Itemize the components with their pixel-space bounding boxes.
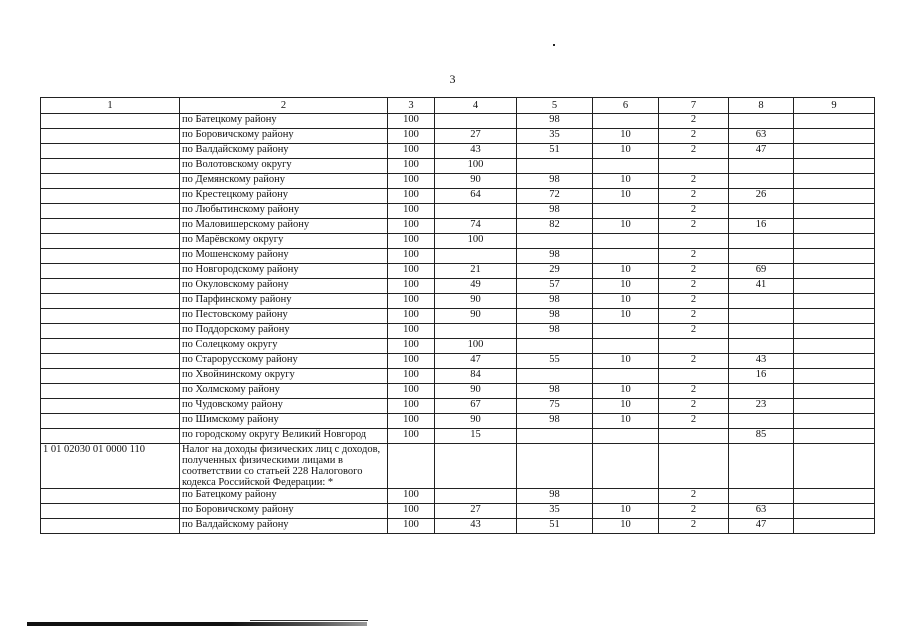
value-cell-4: 100: [435, 159, 517, 174]
value-cell-6: [593, 324, 659, 339]
value-cell-6: 10: [593, 399, 659, 414]
value-cell-7: 2: [659, 309, 729, 324]
table-row: [41, 159, 875, 174]
value-cell-7: 2: [659, 174, 729, 189]
value-cell-8: [729, 324, 794, 339]
budget-code-cell: [41, 384, 180, 399]
item-name-cell: Налог на доходы физических лиц с доходов, полученных физическими лицами в соответствии со статьей 228 Налогового кодекса Российской Федерации: *: [180, 444, 388, 489]
header-col-6: 6: [593, 98, 659, 114]
value-cell-4: 27: [435, 504, 517, 519]
value-cell-6: 10: [593, 294, 659, 309]
value-cell-8: 23: [729, 399, 794, 414]
value-cell-7: [659, 339, 729, 354]
value-cell-7: 2: [659, 489, 729, 504]
value-cell-5: [517, 369, 593, 384]
value-cell-9: [794, 354, 875, 369]
value-cell-4: 90: [435, 294, 517, 309]
value-cell-3: 100: [388, 309, 435, 324]
value-cell-6: 10: [593, 189, 659, 204]
value-cell-5: 98: [517, 324, 593, 339]
value-cell-7: 2: [659, 294, 729, 309]
value-cell-6: 10: [593, 519, 659, 534]
value-cell-9: [794, 444, 875, 489]
value-cell-7: 2: [659, 264, 729, 279]
value-cell-3: 100: [388, 234, 435, 249]
item-name-cell: по Поддорскому району: [180, 324, 388, 339]
value-cell-5: 98: [517, 309, 593, 324]
budget-code-cell: [41, 129, 180, 144]
table-row: [41, 234, 875, 249]
value-cell-9: [794, 489, 875, 504]
value-cell-4: [435, 324, 517, 339]
value-cell-9: [794, 219, 875, 234]
item-name-cell: по Боровичскому району: [180, 129, 388, 144]
item-name-cell: по Холмскому району: [180, 384, 388, 399]
value-cell-3: 100: [388, 519, 435, 534]
value-cell-6: 10: [593, 219, 659, 234]
value-cell-8: [729, 294, 794, 309]
table-row: [41, 444, 875, 489]
value-cell-7: 2: [659, 204, 729, 219]
value-cell-6: 10: [593, 414, 659, 429]
value-cell-5: [517, 339, 593, 354]
value-cell-9: [794, 279, 875, 294]
table-row: [41, 519, 875, 534]
value-cell-6: [593, 339, 659, 354]
value-cell-6: [593, 114, 659, 129]
table-row: [41, 279, 875, 294]
budget-code-cell: [41, 324, 180, 339]
value-cell-4: 90: [435, 384, 517, 399]
table-row: [41, 174, 875, 189]
value-cell-9: [794, 144, 875, 159]
item-name-cell: по Старорусскому району: [180, 354, 388, 369]
value-cell-4: [435, 249, 517, 264]
budget-code-cell: [41, 249, 180, 264]
value-cell-7: 2: [659, 144, 729, 159]
value-cell-3: 100: [388, 414, 435, 429]
value-cell-7: [659, 234, 729, 249]
table-row: [41, 114, 875, 129]
value-cell-3: 100: [388, 429, 435, 444]
table-row: [41, 489, 875, 504]
value-cell-6: [593, 429, 659, 444]
budget-code-cell: [41, 339, 180, 354]
value-cell-8: 69: [729, 264, 794, 279]
table-row: [41, 219, 875, 234]
value-cell-9: [794, 204, 875, 219]
value-cell-5: 98: [517, 174, 593, 189]
value-cell-8: 47: [729, 519, 794, 534]
value-cell-3: 100: [388, 144, 435, 159]
budget-code-cell: [41, 264, 180, 279]
value-cell-3: [388, 444, 435, 489]
item-name-cell: по Марёвскому округу: [180, 234, 388, 249]
value-cell-6: [593, 369, 659, 384]
item-name-cell: по городскому округу Великий Новгород: [180, 429, 388, 444]
item-name-cell: по Окуловскому району: [180, 279, 388, 294]
value-cell-7: 2: [659, 384, 729, 399]
value-cell-4: 49: [435, 279, 517, 294]
value-cell-9: [794, 414, 875, 429]
value-cell-8: 63: [729, 129, 794, 144]
value-cell-6: 10: [593, 384, 659, 399]
value-cell-8: 43: [729, 354, 794, 369]
budget-code-cell: [41, 204, 180, 219]
page-number: 3: [449, 72, 456, 86]
value-cell-7: 2: [659, 279, 729, 294]
budget-code-cell: [41, 114, 180, 129]
budget-code-cell: [41, 189, 180, 204]
budget-code-cell: [41, 429, 180, 444]
table-row: [41, 369, 875, 384]
value-cell-7: 2: [659, 354, 729, 369]
value-cell-5: 98: [517, 294, 593, 309]
value-cell-4: 47: [435, 354, 517, 369]
value-cell-7: 2: [659, 324, 729, 339]
value-cell-4: 90: [435, 174, 517, 189]
value-cell-3: 100: [388, 114, 435, 129]
item-name-cell: по Хвойнинскому округу: [180, 369, 388, 384]
value-cell-6: 10: [593, 504, 659, 519]
value-cell-4: 90: [435, 309, 517, 324]
budget-code-cell: [41, 519, 180, 534]
item-name-cell: по Валдайскому району: [180, 519, 388, 534]
budget-code-cell: 1 01 02030 01 0000 110: [41, 444, 180, 489]
value-cell-8: 85: [729, 429, 794, 444]
value-cell-7: 2: [659, 399, 729, 414]
value-cell-3: 100: [388, 369, 435, 384]
value-cell-8: [729, 384, 794, 399]
table-row: [41, 324, 875, 339]
value-cell-8: [729, 339, 794, 354]
table-row: [41, 399, 875, 414]
value-cell-7: 2: [659, 519, 729, 534]
value-cell-5: 51: [517, 519, 593, 534]
table-row: [41, 384, 875, 399]
item-name-cell: по Шимскому району: [180, 414, 388, 429]
value-cell-6: [593, 489, 659, 504]
value-cell-9: [794, 189, 875, 204]
value-cell-6: [593, 234, 659, 249]
value-cell-4: 90: [435, 414, 517, 429]
value-cell-4: 100: [435, 234, 517, 249]
value-cell-4: [435, 489, 517, 504]
budget-code-cell: [41, 399, 180, 414]
value-cell-3: 100: [388, 159, 435, 174]
value-cell-7: 2: [659, 129, 729, 144]
value-cell-9: [794, 159, 875, 174]
value-cell-5: 98: [517, 249, 593, 264]
value-cell-4: [435, 204, 517, 219]
value-cell-5: 75: [517, 399, 593, 414]
budget-code-cell: [41, 414, 180, 429]
value-cell-9: [794, 309, 875, 324]
value-cell-6: [593, 204, 659, 219]
table-row: [41, 249, 875, 264]
footnote-separator: [27, 622, 367, 626]
value-cell-8: [729, 174, 794, 189]
value-cell-9: [794, 114, 875, 129]
header-col-5: 5: [517, 98, 593, 114]
scan-dot: [553, 44, 555, 46]
value-cell-3: 100: [388, 489, 435, 504]
header-col-3: 3: [388, 98, 435, 114]
budget-code-cell: [41, 294, 180, 309]
item-name-cell: по Солецкому округу: [180, 339, 388, 354]
table-row: [41, 339, 875, 354]
value-cell-9: [794, 429, 875, 444]
value-cell-7: 2: [659, 249, 729, 264]
value-cell-7: 2: [659, 219, 729, 234]
value-cell-4: [435, 444, 517, 489]
value-cell-4: 21: [435, 264, 517, 279]
value-cell-5: 98: [517, 489, 593, 504]
table-row: [41, 204, 875, 219]
table-row: [41, 309, 875, 324]
value-cell-4: [435, 114, 517, 129]
value-cell-9: [794, 369, 875, 384]
value-cell-6: [593, 249, 659, 264]
budget-code-cell: [41, 144, 180, 159]
budget-code-cell: [41, 354, 180, 369]
value-cell-5: 35: [517, 129, 593, 144]
value-cell-7: 2: [659, 189, 729, 204]
value-cell-8: 41: [729, 279, 794, 294]
value-cell-6: 10: [593, 144, 659, 159]
header-col-7: 7: [659, 98, 729, 114]
value-cell-3: 100: [388, 264, 435, 279]
item-name-cell: по Батецкому району: [180, 114, 388, 129]
value-cell-3: 100: [388, 339, 435, 354]
header-col-9: 9: [794, 98, 875, 114]
header-col-4: 4: [435, 98, 517, 114]
value-cell-7: [659, 369, 729, 384]
value-cell-9: [794, 504, 875, 519]
value-cell-3: 100: [388, 324, 435, 339]
table-row: [41, 144, 875, 159]
value-cell-5: [517, 429, 593, 444]
table-row: [41, 429, 875, 444]
value-cell-6: 10: [593, 279, 659, 294]
value-cell-8: 47: [729, 144, 794, 159]
value-cell-4: 27: [435, 129, 517, 144]
value-cell-8: [729, 234, 794, 249]
table-row: [41, 189, 875, 204]
value-cell-4: 84: [435, 369, 517, 384]
value-cell-3: 100: [388, 204, 435, 219]
value-cell-7: [659, 159, 729, 174]
value-cell-5: 98: [517, 114, 593, 129]
item-name-cell: по Парфинскому району: [180, 294, 388, 309]
item-name-cell: по Маловишерскому району: [180, 219, 388, 234]
value-cell-6: 10: [593, 129, 659, 144]
value-cell-6: [593, 159, 659, 174]
value-cell-4: 43: [435, 144, 517, 159]
table-row: [41, 354, 875, 369]
value-cell-5: [517, 444, 593, 489]
value-cell-3: 100: [388, 294, 435, 309]
value-cell-4: 100: [435, 339, 517, 354]
value-cell-5: 55: [517, 354, 593, 369]
value-cell-8: [729, 114, 794, 129]
item-name-cell: по Любытинскому району: [180, 204, 388, 219]
footnote-separator-thin: [250, 620, 368, 621]
value-cell-9: [794, 174, 875, 189]
value-cell-3: 100: [388, 399, 435, 414]
value-cell-5: 72: [517, 189, 593, 204]
table-row: [41, 129, 875, 144]
value-cell-5: [517, 159, 593, 174]
value-cell-6: 10: [593, 264, 659, 279]
value-cell-9: [794, 519, 875, 534]
value-cell-4: 64: [435, 189, 517, 204]
value-cell-9: [794, 384, 875, 399]
value-cell-8: 16: [729, 369, 794, 384]
item-name-cell: по Валдайскому району: [180, 144, 388, 159]
value-cell-8: [729, 159, 794, 174]
value-cell-5: 98: [517, 384, 593, 399]
value-cell-3: 100: [388, 279, 435, 294]
item-name-cell: по Новгородскому району: [180, 264, 388, 279]
value-cell-4: 67: [435, 399, 517, 414]
value-cell-7: [659, 444, 729, 489]
item-name-cell: по Крестецкому району: [180, 189, 388, 204]
value-cell-8: [729, 249, 794, 264]
table-row: [41, 294, 875, 309]
value-cell-9: [794, 399, 875, 414]
value-cell-8: [729, 414, 794, 429]
value-cell-9: [794, 339, 875, 354]
value-cell-6: 10: [593, 354, 659, 369]
value-cell-5: 98: [517, 414, 593, 429]
value-cell-5: 51: [517, 144, 593, 159]
table-row: [41, 264, 875, 279]
budget-code-cell: [41, 159, 180, 174]
value-cell-5: 82: [517, 219, 593, 234]
value-cell-6: [593, 444, 659, 489]
value-cell-8: 63: [729, 504, 794, 519]
value-cell-9: [794, 264, 875, 279]
header-col-8: 8: [729, 98, 794, 114]
value-cell-9: [794, 234, 875, 249]
value-cell-3: 100: [388, 384, 435, 399]
value-cell-3: 100: [388, 129, 435, 144]
value-cell-9: [794, 249, 875, 264]
value-cell-9: [794, 129, 875, 144]
table-row: [41, 414, 875, 429]
value-cell-3: 100: [388, 249, 435, 264]
header-col-1: 1: [41, 98, 180, 114]
value-cell-8: [729, 444, 794, 489]
item-name-cell: по Батецкому району: [180, 489, 388, 504]
budget-code-cell: [41, 174, 180, 189]
value-cell-5: 29: [517, 264, 593, 279]
value-cell-3: 100: [388, 354, 435, 369]
value-cell-7: 2: [659, 114, 729, 129]
value-cell-5: 57: [517, 279, 593, 294]
budget-code-cell: [41, 279, 180, 294]
item-name-cell: по Демянскому району: [180, 174, 388, 189]
item-name-cell: по Волотовскому округу: [180, 159, 388, 174]
value-cell-4: 74: [435, 219, 517, 234]
value-cell-3: 100: [388, 219, 435, 234]
budget-code-cell: [41, 489, 180, 504]
item-name-cell: по Пестовскому району: [180, 309, 388, 324]
value-cell-5: [517, 234, 593, 249]
budget-code-cell: [41, 234, 180, 249]
value-cell-8: 26: [729, 189, 794, 204]
value-cell-9: [794, 294, 875, 309]
budget-code-cell: [41, 504, 180, 519]
value-cell-7: 2: [659, 504, 729, 519]
value-cell-6: 10: [593, 174, 659, 189]
value-cell-6: 10: [593, 309, 659, 324]
budget-code-cell: [41, 309, 180, 324]
value-cell-8: 16: [729, 219, 794, 234]
value-cell-5: 35: [517, 504, 593, 519]
budget-code-cell: [41, 219, 180, 234]
table-body: [41, 114, 875, 534]
budget-code-cell: [41, 369, 180, 384]
value-cell-9: [794, 324, 875, 339]
item-name-cell: по Боровичскому району: [180, 504, 388, 519]
budget-distribution-table: [40, 97, 875, 534]
value-cell-3: 100: [388, 504, 435, 519]
value-cell-7: [659, 429, 729, 444]
value-cell-8: [729, 489, 794, 504]
value-cell-5: 98: [517, 204, 593, 219]
value-cell-4: 43: [435, 519, 517, 534]
value-cell-8: [729, 204, 794, 219]
value-cell-3: 100: [388, 189, 435, 204]
item-name-cell: по Мошенскому району: [180, 249, 388, 264]
value-cell-7: 2: [659, 414, 729, 429]
table-row: [41, 504, 875, 519]
item-name-cell: по Чудовскому району: [180, 399, 388, 414]
header-row: [41, 98, 875, 114]
header-col-2: 2: [180, 98, 388, 114]
value-cell-4: 15: [435, 429, 517, 444]
value-cell-8: [729, 309, 794, 324]
value-cell-3: 100: [388, 174, 435, 189]
